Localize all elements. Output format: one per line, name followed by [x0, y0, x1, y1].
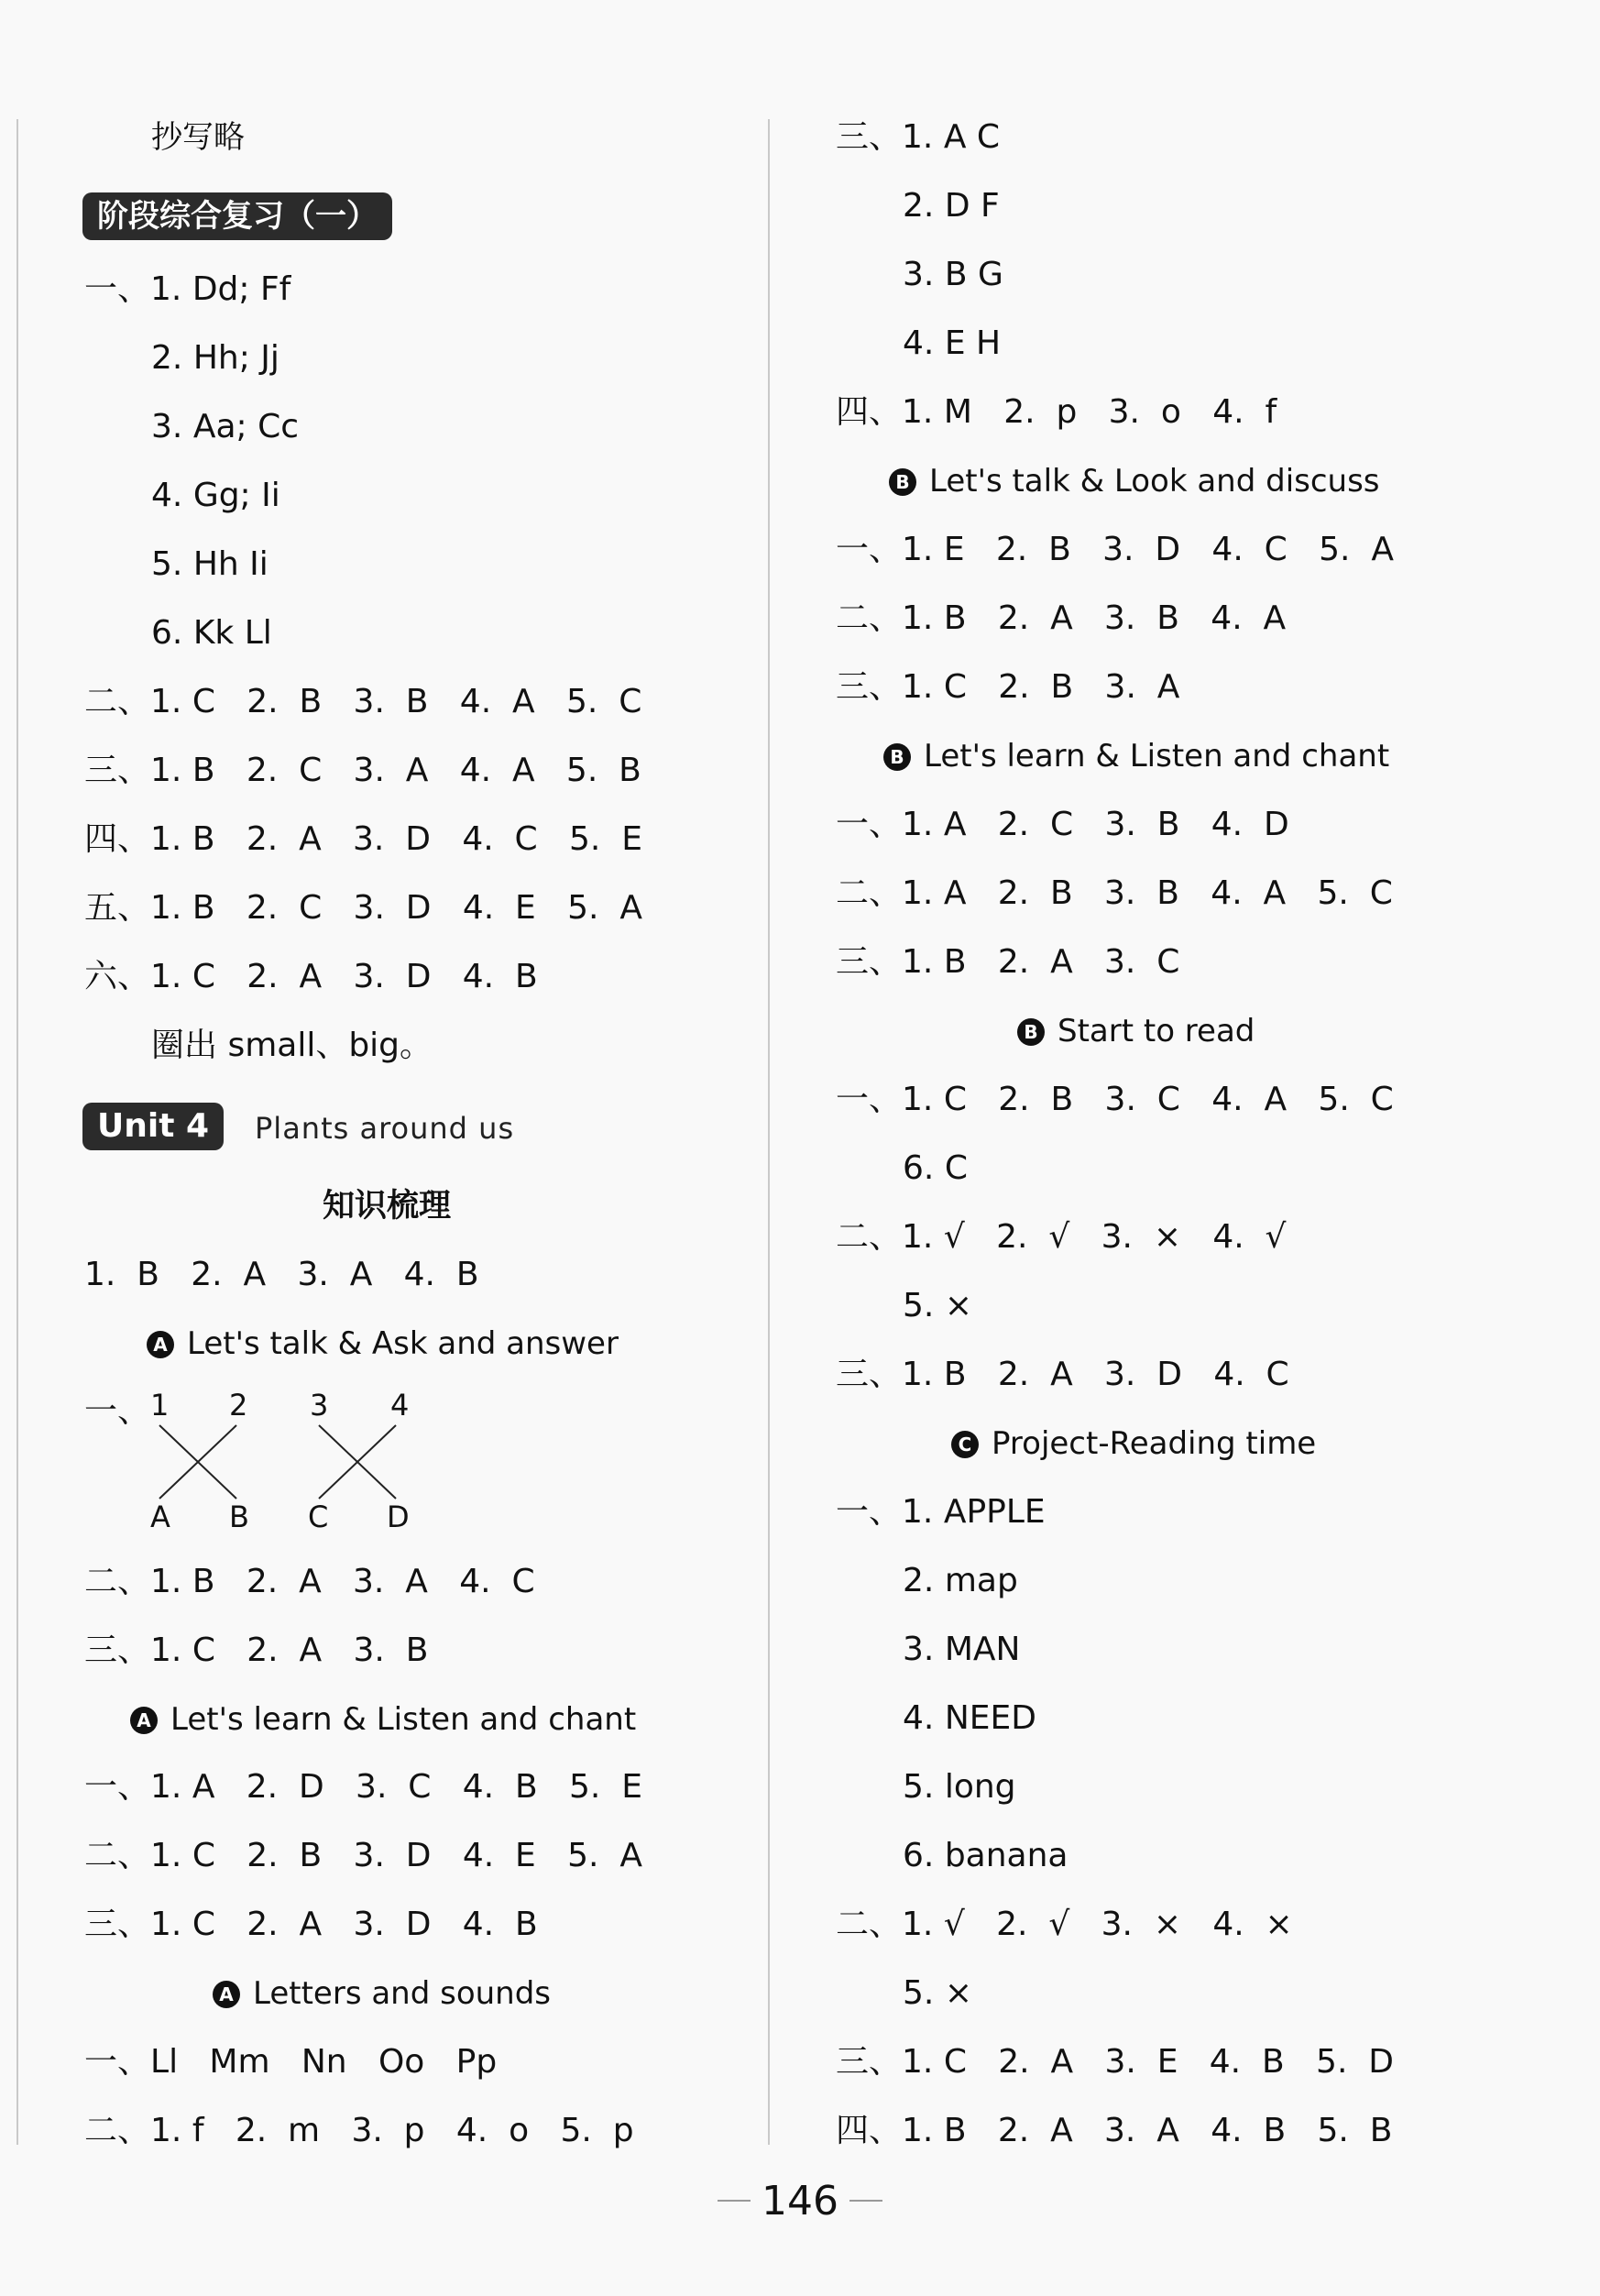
badge-icon: B: [889, 468, 916, 496]
item-answer: C 2. A 3. B: [192, 1631, 429, 1669]
item-prefix: 5.: [903, 1974, 935, 2012]
item-answer: Dd; Ff: [192, 270, 291, 308]
item-answer: B 2. C 3. D 4. E 5. A: [192, 889, 642, 927]
item-answer: A C: [943, 118, 1001, 156]
item-prefix: 5.: [151, 545, 183, 583]
item-answer: 圈出 small、big。: [151, 1027, 433, 1064]
item-prefix: 二、1.: [84, 683, 182, 720]
item-answer: A 2. D 3. C 4. B 5. E: [192, 1768, 642, 1806]
knowledge-heading: 知识梳理: [323, 1188, 452, 1225]
item-prefix: 4.: [903, 324, 935, 362]
top-line: [836, 392, 1277, 433]
item-answer: C 2. A 3. D 4. B: [192, 958, 538, 995]
item-prefix: 4.: [903, 1699, 935, 1737]
item-answer: C 2. A 3. D 4. B: [192, 1906, 538, 1943]
item-prefix: 一、1.: [836, 1081, 934, 1118]
item-answer: √ 2. √ 3. × 4. √: [943, 1218, 1287, 1256]
page-number-text: 146: [762, 2178, 838, 2225]
item-prefix: 二、1.: [84, 2112, 182, 2149]
badge-icon: A: [147, 1331, 174, 1358]
item-answer: A 2. C 3. B 4. D: [943, 806, 1289, 843]
item-prefix: 一、1.: [84, 270, 182, 308]
item-prefix: 一、1.: [836, 1493, 934, 1531]
badge-icon: C: [951, 1431, 979, 1458]
item-prefix: 5.: [903, 1287, 935, 1324]
item-prefix: 一、1.: [84, 1768, 182, 1806]
unit-title: Plants around us: [255, 1111, 515, 1146]
review-line: [151, 613, 272, 654]
item-answer: E 2. B 3. D 4. C 5. A: [943, 531, 1394, 568]
item-answer: B 2. C 3. A 4. A 5. B: [192, 752, 641, 789]
b-talk-line: [836, 530, 1394, 570]
review-line: [151, 476, 280, 516]
page-dash: [718, 2200, 751, 2202]
section-title: Let's talk & Look and discuss: [929, 463, 1380, 500]
item-prefix: 四、1.: [836, 393, 934, 431]
page-number: [0, 2178, 1600, 2225]
item-prefix: 3.: [903, 1631, 935, 1668]
item-prefix: 三、1.: [84, 1631, 182, 1669]
item-answer: banana: [944, 1837, 1068, 1874]
item-prefix: 一、1.: [836, 531, 934, 568]
match-bottom-label: D: [387, 1500, 410, 1534]
c-line: [903, 1767, 1016, 1807]
c-line: [903, 1836, 1068, 1876]
review-line: [84, 682, 641, 722]
item-answer: √ 2. √ 3. × 4. ×: [943, 1906, 1293, 1943]
item-answer: C 2. A 3. E 4. B 5. D: [943, 2043, 1394, 2081]
item-prefix: 二、1.: [84, 1563, 182, 1600]
item-prefix: 三、1.: [84, 752, 182, 789]
b-read-line: [903, 1286, 972, 1326]
badge-icon: A: [213, 1981, 240, 2008]
section-b-read: [1017, 1011, 1255, 1051]
item-prefix: 2.: [151, 339, 183, 377]
item-answer: M 2. p 3. o 4. f: [943, 393, 1277, 431]
item-prefix: 6.: [903, 1149, 935, 1187]
item-answer: MAN: [944, 1631, 1021, 1668]
item-prefix: 二、1.: [836, 874, 934, 912]
b-learn-line: [836, 942, 1179, 983]
top-line: [903, 324, 1001, 364]
section-title: Project-Reading time: [992, 1425, 1317, 1462]
item-answer: Hh; Jj: [192, 339, 279, 377]
item-answer: Ll Mm Nn Oo Pp: [150, 2043, 498, 2081]
item-prefix: 三、1.: [836, 1356, 934, 1393]
match-diagram: [137, 1389, 431, 1535]
a-learn-line: [84, 1836, 642, 1876]
section-b-talk: [889, 461, 1380, 501]
item-answer: Hh Ii: [192, 545, 268, 583]
item-prefix: 2.: [903, 1562, 935, 1599]
top-line: [903, 255, 1003, 295]
review-line: [84, 269, 290, 310]
c-line: [903, 1630, 1020, 1670]
item-answer: B 2. A 3. A 4. B 5. B: [943, 2112, 1393, 2149]
right-column: [770, 0, 1595, 2296]
knowledge-line: 1. B 2. A 3. A 4. B: [84, 1256, 479, 1293]
c-line: [903, 1973, 972, 2014]
review-line: [84, 751, 641, 791]
item-prefix: 3.: [151, 408, 183, 445]
section-title: Let's learn & Listen and chant: [924, 738, 1390, 774]
b-talk-line: [836, 599, 1286, 639]
item-prefix: 二、1.: [836, 1906, 934, 1943]
item-prefix: 二、1.: [836, 599, 934, 637]
review-line: [151, 338, 279, 379]
section-c-project: [951, 1423, 1316, 1464]
unit-banner: Unit 4: [82, 1103, 224, 1150]
match-top-label: 3: [310, 1388, 329, 1423]
item-answer: C: [944, 1149, 968, 1187]
b-read-line: [903, 1148, 968, 1189]
review-line: [84, 957, 538, 997]
review-line: [84, 888, 642, 928]
c-line: [836, 2042, 1394, 2082]
review-banner: 阶段综合复习（一）: [82, 192, 392, 240]
item-prefix: 三、1.: [836, 118, 934, 156]
item-answer: B 2. A 3. D 4. C 5. E: [192, 820, 642, 858]
match-prefix: 一、: [84, 1392, 151, 1430]
item-answer: APPLE: [943, 1493, 1046, 1531]
item-answer: D F: [944, 187, 1000, 225]
copy-note: 抄写略: [151, 119, 245, 156]
a-letters-line: [84, 2042, 497, 2082]
section-title: Let's learn & Listen and chant: [170, 1701, 637, 1738]
item-answer: E H: [944, 324, 1002, 362]
item-answer: B 2. A 3. A 4. C: [192, 1563, 535, 1600]
badge-icon: B: [1017, 1018, 1045, 1046]
badge-icon: B: [883, 743, 911, 771]
item-answer: Aa; Cc: [192, 408, 300, 445]
item-prefix: 三、1.: [836, 2043, 934, 2081]
section-a-talk: [147, 1324, 619, 1364]
left-column: [0, 0, 768, 2296]
item-prefix: 二、1.: [84, 1837, 182, 1874]
a-learn-line: [84, 1905, 538, 1945]
item-answer: A 2. B 3. B 4. A 5. C: [943, 874, 1393, 912]
item-answer: C 2. B 3. B 4. A 5. C: [192, 683, 642, 720]
review-line: [151, 407, 299, 447]
item-prefix: 5.: [903, 1768, 935, 1806]
item-prefix: 三、1.: [836, 943, 934, 981]
item-answer: NEED: [944, 1699, 1036, 1737]
badge-icon: A: [130, 1707, 158, 1734]
b-read-line: [836, 1217, 1287, 1258]
item-prefix: 六、1.: [84, 958, 182, 995]
match-top-label: 4: [390, 1388, 410, 1423]
item-answer: f 2. m 3. p 4. o 5. p: [192, 2112, 634, 2149]
item-answer: long: [944, 1768, 1016, 1806]
section-title: Letters and sounds: [253, 1975, 552, 2012]
b-learn-line: [836, 873, 1393, 914]
item-prefix: 2.: [903, 187, 935, 225]
c-line: [903, 1561, 1018, 1601]
item-answer: C 2. B 3. C 4. A 5. C: [943, 1081, 1394, 1118]
section-a-learn: [130, 1699, 636, 1740]
item-answer: B 2. A 3. C: [943, 943, 1180, 981]
top-line: [903, 186, 1000, 226]
item-answer: ×: [944, 1974, 972, 2012]
item-prefix: 三、1.: [836, 668, 934, 706]
b-read-line: [836, 1355, 1289, 1395]
a-letters-line: [84, 2111, 634, 2151]
item-answer: Kk Ll: [192, 614, 272, 652]
item-prefix: 一、: [84, 2043, 151, 2081]
item-prefix: 3.: [903, 256, 935, 293]
item-answer: B 2. A 3. D 4. C: [943, 1356, 1289, 1393]
match-top-label: 2: [229, 1388, 248, 1423]
match-top-label: 1: [150, 1388, 170, 1423]
item-prefix: 一、1.: [836, 806, 934, 843]
item-answer: B G: [944, 256, 1003, 293]
item-prefix: 四、1.: [836, 2112, 934, 2149]
item-prefix: 四、1.: [84, 820, 182, 858]
c-line: [836, 2111, 1392, 2151]
section-title: Let's talk & Ask and answer: [187, 1325, 619, 1362]
c-line: [836, 1905, 1293, 1945]
c-line: [836, 1492, 1046, 1532]
item-prefix: 二、1.: [836, 1218, 934, 1256]
item-answer: B 2. A 3. B 4. A: [943, 599, 1287, 637]
page-dash: [849, 2200, 882, 2202]
section-title: Start to read: [1058, 1013, 1255, 1049]
b-learn-line: [836, 805, 1289, 845]
item-answer: Gg; Ii: [192, 477, 280, 514]
item-prefix: 6.: [903, 1837, 935, 1874]
review-line: [84, 819, 642, 860]
item-answer: C 2. B 3. D 4. E 5. A: [192, 1837, 642, 1874]
a-talk-line: [84, 1631, 428, 1671]
item-answer: ×: [944, 1287, 972, 1324]
top-line: [836, 117, 1000, 158]
review-line: [151, 544, 268, 585]
review-note: [151, 1026, 433, 1066]
a-learn-line: [84, 1767, 642, 1807]
item-prefix: 4.: [151, 477, 183, 514]
c-line: [903, 1698, 1036, 1739]
item-answer: C 2. B 3. A: [943, 668, 1180, 706]
match-bottom-label: A: [150, 1500, 170, 1534]
section-b-learn: [883, 736, 1389, 776]
match-bottom-label: B: [229, 1500, 249, 1534]
a-talk-line: [84, 1562, 535, 1602]
item-prefix: 6.: [151, 614, 183, 652]
item-prefix: 三、1.: [84, 1906, 182, 1943]
section-a-letters: [213, 1973, 551, 2014]
item-answer: map: [944, 1562, 1018, 1599]
b-talk-line: [836, 667, 1179, 708]
b-read-line: [836, 1080, 1394, 1120]
match-bottom-label: C: [308, 1500, 329, 1534]
item-prefix: 五、1.: [84, 889, 182, 927]
